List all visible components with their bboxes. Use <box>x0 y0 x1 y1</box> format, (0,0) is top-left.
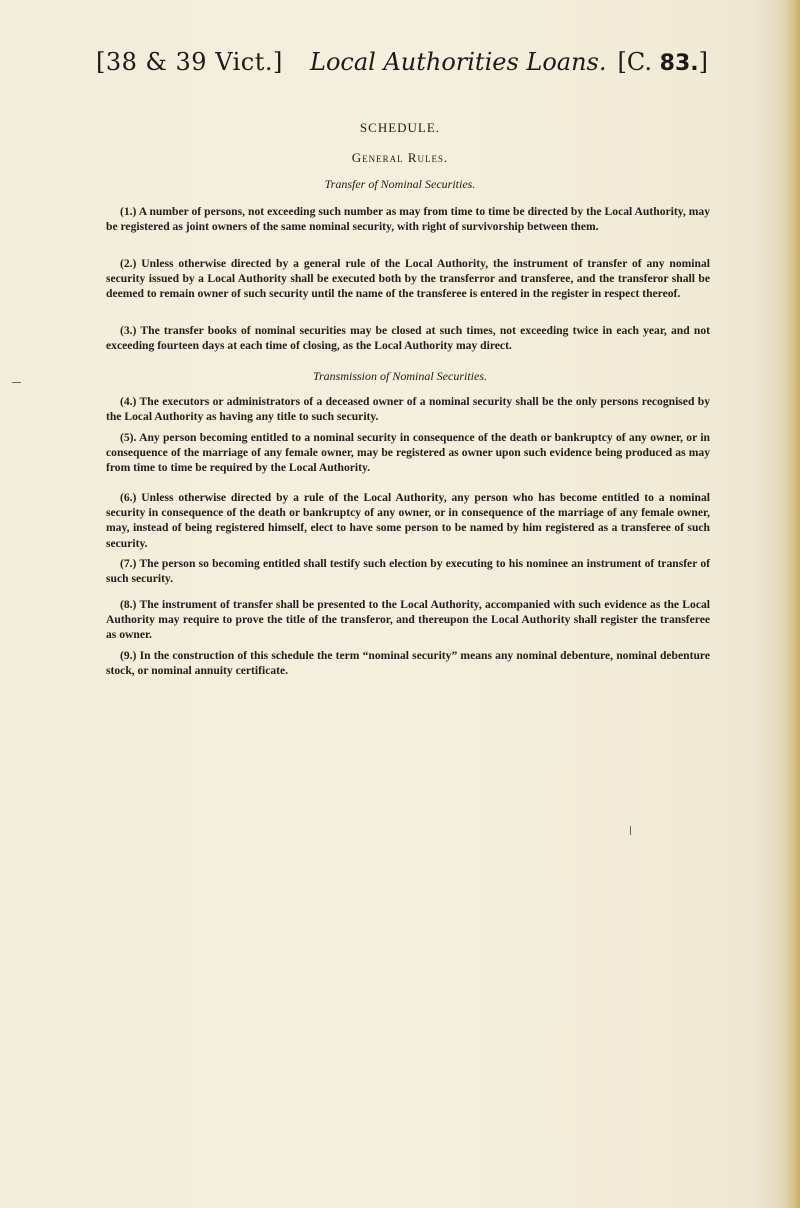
running-header <box>96 44 712 90</box>
general-rules-heading: General Rules. <box>351 150 449 165</box>
header-title: Local Authorities Loans. <box>310 48 607 76</box>
paragraph-3: (3.) The transfer books of nominal securities may be closed at such times, not exceeding twice in each year, and not exceeding fourteen days at each time of closing, as the Local Authority may direct. <box>106 324 710 353</box>
speck-mark <box>630 826 631 835</box>
header-session: [38 & 39 Vict.] <box>96 48 283 76</box>
paragraph-4: (4.) The executors or administrators of a deceased owner of a nominal security shall be the only persons recognised by the Local Authority as having any title to such security. <box>106 395 710 424</box>
paragraph-5: (5). Any person becoming entitled to a nominal security in consequence of the death or bankruptcy of any owner, or in consequence of the marriage of any female owner, may be registered as owner upon such evidence being produced as may from time to time be required by the Local Authority. <box>106 431 710 475</box>
paragraph-2: (2.) Unless otherwise directed by a general rule of the Local Authority, the instrument of transfer of any nominal security issued by a Local Authority shall be executed both by the transferror and transferee, and the transferor shall be deemed to remain owner of such security until the name of the transferee is entered in the register in respect thereof. <box>106 257 710 301</box>
paragraph-8: (8.) The instrument of transfer shall be presented to the Local Authority, accompanied with such evidence as the Local Authority may require to prove the title of the transferor, and thereupon the Local Authority shall register the transferee as owner. <box>106 598 710 642</box>
transfer-heading: Transfer of Nominal Securities. <box>324 177 476 191</box>
schedule-title: SCHEDULE. <box>359 120 441 135</box>
transmission-heading: Transmission of Nominal Securities. <box>312 369 488 383</box>
paragraph-1: (1.) A number of persons, not exceeding such number as may from time to time be directed by the Local Authority, may be registered as joint owners of the same nominal security, with right of survivorship between them. <box>106 205 710 234</box>
paragraph-9: (9.) In the construction of this schedule the term “nominal security” means any nominal debenture, nominal debenture stock, or nominal annuity certificate. <box>106 649 710 678</box>
paragraph-6: (6.) Unless otherwise directed by a rule of the Local Authority, any person who has become entitled to a nominal security in consequence of the death or bankruptcy of any owner, or in consequence of the marriage of any female owner, may, instead of being registered himself, elect to have some person to be named by him registered as a transferee of such security. <box>106 491 710 550</box>
header-number-prefix: [C. <box>617 48 652 76</box>
paragraph-7: (7.) The person so becoming entitled shall testify such election by executing to his nominee an instrument of transfer of such security. <box>106 557 710 586</box>
header-paper-number <box>618 48 709 76</box>
header-number-suffix: ] <box>698 48 708 76</box>
margin-mark <box>12 382 21 383</box>
header-number: 83. <box>659 51 699 76</box>
